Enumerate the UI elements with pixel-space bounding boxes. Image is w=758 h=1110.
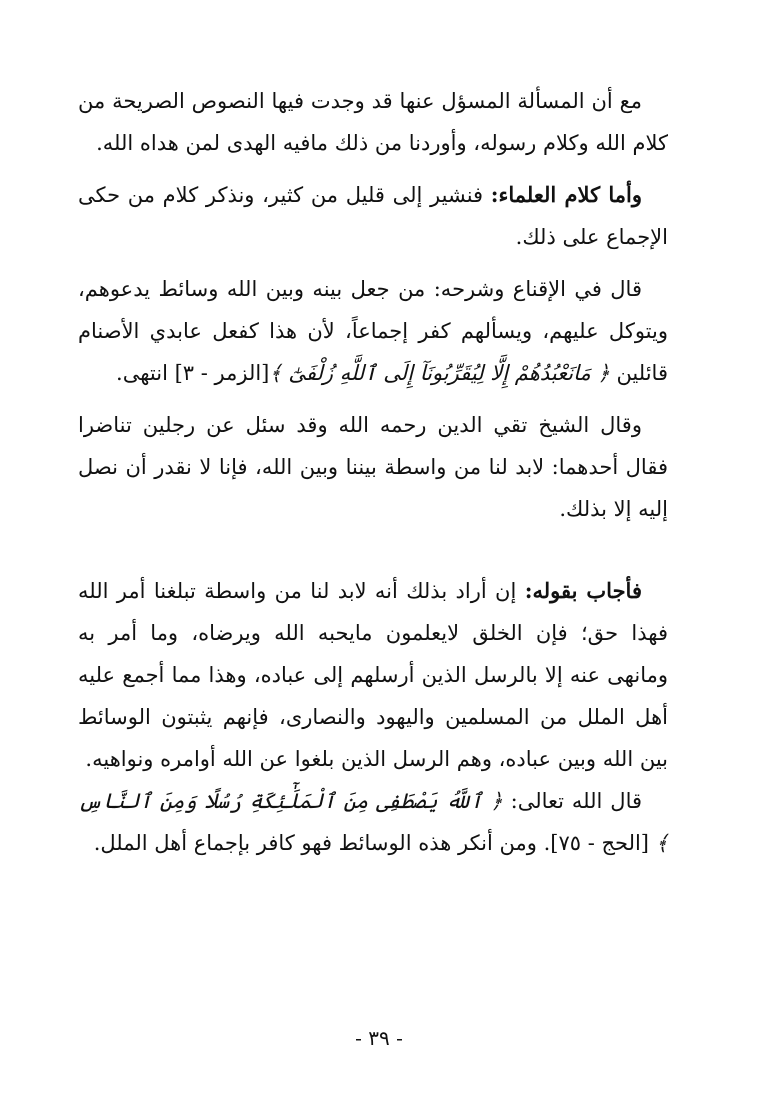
paragraph-1	[78, 80, 668, 164]
paragraph-4-text: وقال الشيخ تقي الدين رحمه الله وقد سئل عن رجلين تناضرا فقال أحدهما: لابد لنا من واسطة بيننا وبين الله، فإنا لا نقدر أن نصل إليه إلا بذلك.	[78, 413, 668, 521]
paragraph-5-text: إن أراد بذلك أنه لابد لنا من واسطة تبلغنا أمر الله فهذا حق؛ فإن الخلق لايعلمون مايحبه الله ويرضاه، وما أمر به ومانهى عنه إلا بالرسل الذين أرسلهم إلى عباده، وهذا مما أجمع عليه أهل الملل من المسلمين واليهود والنصارى، فإنهم يثبتون الوسائط بين الله وبين عباده، وهم الرسل الذين بلغوا عن الله أوامره ونواهيه.	[78, 579, 668, 771]
paragraph-4	[78, 404, 668, 530]
paragraph-2-heading: وأما كلام العلماء:	[490, 182, 642, 207]
paragraph-3-text-after: [الزمر - ٣] انتهى.	[116, 361, 270, 385]
paragraph-3-text-before: قال في الإقناع وشرحه: من جعل بينه وبين الله وسائط يدعوهم، ويتوكل عليهم، ويسألهم كفر إجماعاً، لأن هذا كفعل عابدي الأصنام قائلين	[78, 277, 668, 385]
paragraph-6-quran-verse: ﴿ ٱللَّهُ يَصْطَفِى مِنَ ٱلْمَلَٰٓئِكَةِ رُسُلًا وَمِنَ ٱلنَّاسِ ﴾	[78, 789, 668, 855]
paragraph-5	[78, 570, 668, 780]
paragraph-5-heading: فأجاب بقوله:	[524, 578, 642, 603]
paragraph-3-quran-verse: ﴿ مَانَعْبُدُهُمْ إِلَّا لِيُقَرِّبُونَآ إِلَى ٱللَّهِ زُلْفَىٰٓ ﴾	[269, 361, 610, 385]
paragraph-1-text: مع أن المسألة المسؤل عنها قد وجدت فيها النصوص الصريحة من كلام الله وكلام رسوله، وأوردنا من ذلك مافيه الهدى لمن هداه الله.	[78, 89, 668, 155]
page-number: - ٣٩ -	[355, 1026, 403, 1050]
paragraph-6-text-before: قال الله تعالى:	[502, 789, 643, 813]
paragraph-2-text: فنشير إلى قليل من كثير، ونذكر كلام من حكى الإجماع على ذلك.	[78, 183, 668, 249]
paragraph-2	[78, 174, 668, 258]
page-body	[78, 80, 668, 864]
paragraph-6	[78, 780, 668, 864]
paragraph-6-text-after: [الحج - ٧٥]. ومن أنكر هذه الوسائط فهو كافر بإجماع أهل الملل.	[93, 831, 656, 855]
paragraph-3	[78, 268, 668, 394]
